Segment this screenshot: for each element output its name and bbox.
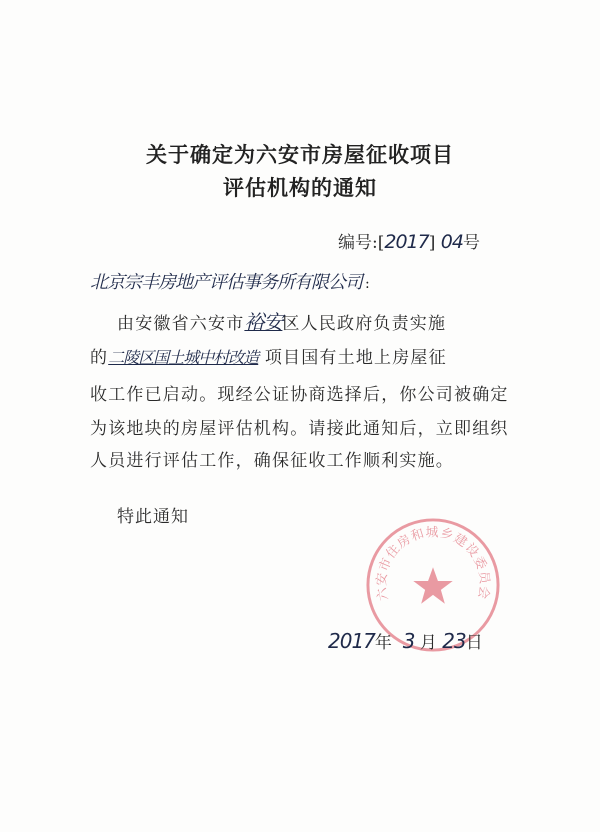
body-line-3: 收工作已启动。现经公证协商选择后，你公司被确定: [90, 385, 509, 405]
date-day: 23: [442, 629, 466, 653]
body-line-4: 为该地块的房屋评估机构。请接此通知后，立即组织: [90, 419, 509, 439]
date-year-suffix: 年: [374, 633, 392, 653]
document-title-line-2: 评估机构的通知: [223, 176, 377, 200]
body-line-2: [90, 343, 447, 368]
docno-year: 2017: [384, 231, 429, 253]
docno-label: 编号:[: [338, 233, 385, 253]
body-line-5: 人员进行评估工作，确保征收工作顺利实施。: [90, 451, 454, 471]
svg-text:六安市住房和城乡建设委员会: 六安市住房和城乡建设委员会: [374, 525, 492, 602]
para2-project: 二陵区国土城中村改造: [108, 348, 259, 367]
date-day-suffix: 日: [465, 633, 483, 653]
recipient-name: 北京宗丰房地产评估事务所有限公司: [90, 272, 362, 293]
date-year: 2017: [328, 629, 375, 653]
closing-text: 特此通知: [117, 507, 189, 527]
docno-number: 04: [440, 231, 463, 253]
signature-date: [328, 628, 483, 653]
para1-post: 区人民政府负责实施: [282, 314, 447, 334]
recipient-colon: :: [365, 276, 370, 292]
para1-district: 裕安: [244, 310, 283, 334]
para1-pre: 由安徽省六安市: [117, 314, 245, 334]
date-month-suffix: 月: [419, 633, 437, 653]
para2-pre: 的: [90, 348, 109, 368]
document-title-line-1: 关于确定为六安市房屋征收项目: [146, 143, 454, 167]
recipient-line: [90, 268, 370, 294]
document-number: [338, 228, 480, 253]
docno-mid: ]: [428, 233, 436, 253]
body-line-1: [117, 306, 446, 335]
para2-post: 项目国有土地上房屋征: [264, 348, 447, 368]
docno-suffix: 号: [462, 233, 480, 253]
date-month: 3: [402, 629, 415, 653]
